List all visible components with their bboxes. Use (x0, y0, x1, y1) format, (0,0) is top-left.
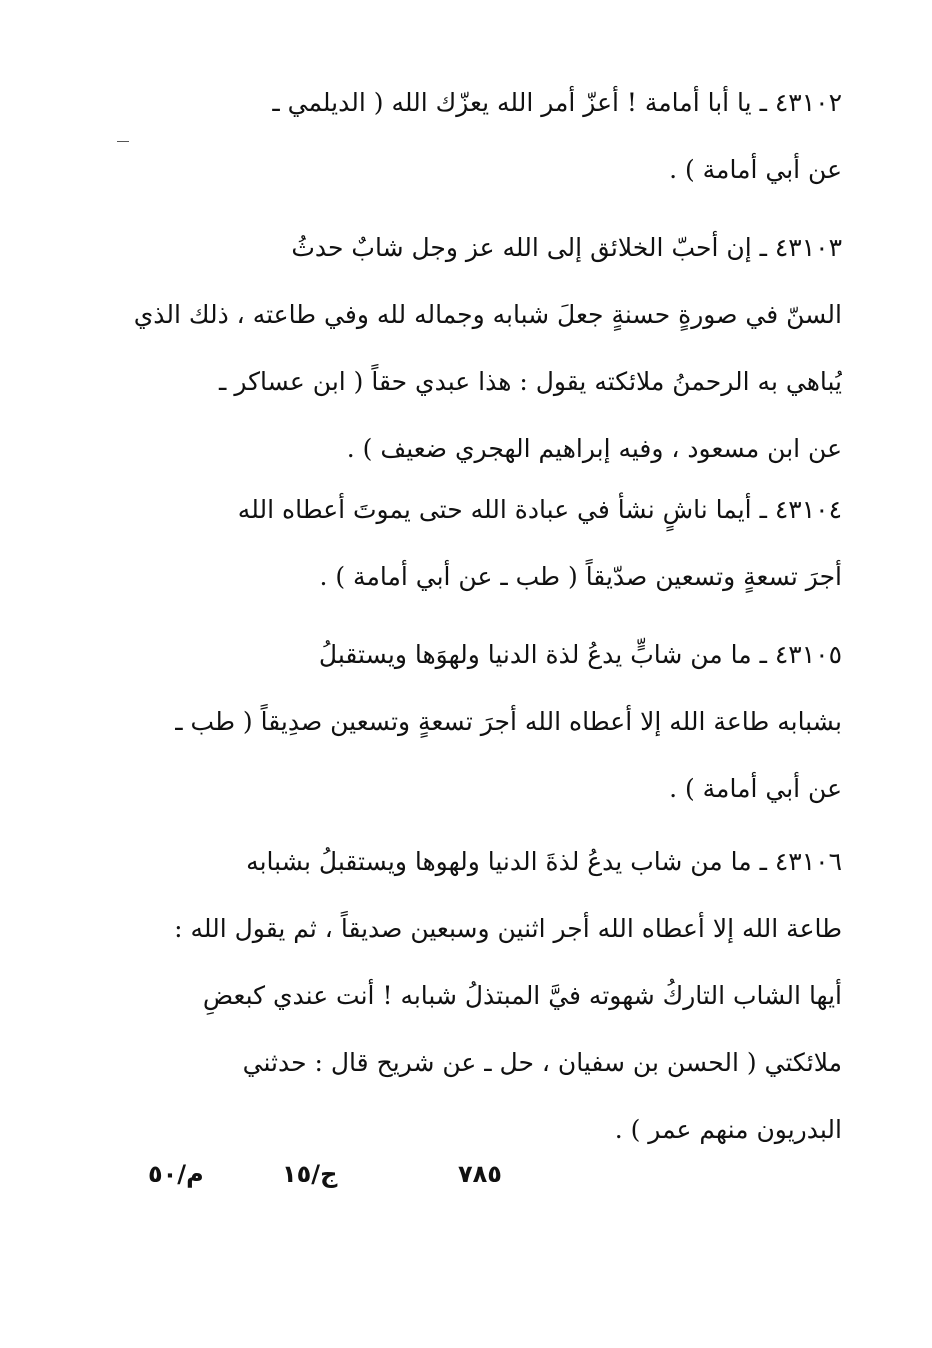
hadith-43103 (132, 214, 842, 482)
text-line: السنّ في صورةٍ حسنةٍ جعلَ شبابه وجماله لله وفي طاعته ، ذلك الذي (133, 300, 842, 329)
hadith-43104 (132, 476, 842, 610)
hadith-43105 (132, 621, 842, 822)
text-line: ٤٣١٠٢ ـ يا أبا أمامة ! أعزّ أمر الله يعزّك الله ( الديلمي ـ (272, 88, 842, 117)
text-line: يُباهي به الرحمنُ ملائكته يقول : هذا عبدي حقاً ( ابن عساكر ـ (219, 367, 842, 396)
margin-mark (117, 141, 129, 142)
text-line: ٤٣١٠٣ ـ إن أحبّ الخلائق إلى الله عز وجل شابٌ حدثُ (291, 233, 842, 262)
text-line: ٤٣١٠٥ ـ ما من شابٍّ يدعُ لذة الدنيا ولهوَها ويستقبلُ (318, 640, 842, 669)
text-line: عن أبي أمامة ) . (669, 155, 842, 184)
text-line: أجرَ تسعةٍ وتسعين صدّيقاً ( طب ـ عن أبي أمامة ) . (319, 562, 842, 591)
page-number: ٧٨٥ (458, 1160, 502, 1188)
text-line: ملائكتي ( الحسن بن سفيان ، حل ـ عن شريح قال : حدثني (242, 1048, 842, 1077)
text-line: طاعة الله إلا أعطاه الله أجر اثنين وسبعين صديقاً ، ثم يقول الله : (174, 914, 842, 943)
text-line: بشبابه طاعة الله إلا أعطاه الله أجرَ تسعةٍ وتسعين صدِيقاً ( طب ـ (175, 707, 842, 736)
hadith-43106 (132, 828, 842, 1163)
hadith-43102 (132, 69, 842, 203)
page-footer (140, 1160, 520, 1200)
text-line: ٤٣١٠٤ ـ أيما ناشٍ نشأ في عبادة الله حتى يموتَ أعطاه الله (237, 495, 842, 524)
text-line: ٤٣١٠٦ ـ ما من شاب يدعُ لذةَ الدنيا ولهوها ويستقبلُ بشبابه (246, 847, 842, 876)
text-line: أيها الشاب التاركُ شهوته فيَّ المبتذلُ شبابه ! أنت عندي كبعضِ (202, 981, 842, 1010)
text-line: البدريون منهم عمر ) . (614, 1115, 842, 1144)
text-line: عن ابن مسعود ، وفيه إبراهيم الهجري ضعيف ) . (346, 434, 842, 463)
volume-marker: ج/١٥ (282, 1160, 338, 1188)
text-line: عن أبي أمامة ) . (669, 774, 842, 803)
signature-marker: م/٥٠ (148, 1160, 204, 1188)
